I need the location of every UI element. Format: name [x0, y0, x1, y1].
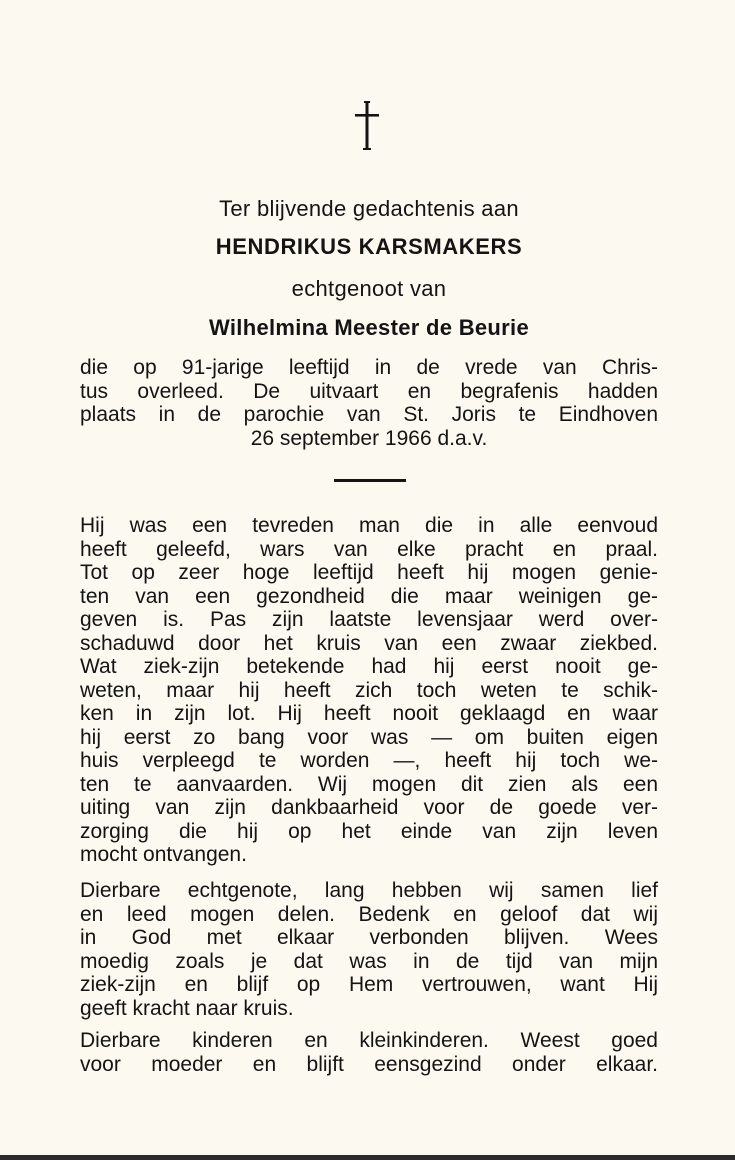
announcement-date-line: 26 september 1966 d.a.v.: [250, 426, 488, 450]
paragraph-life: [80, 514, 658, 867]
paragraph-line: geven is. Pas zijn laatste levensjaar werd over-: [80, 608, 658, 631]
paragraph-line: in God met elkaar verbonden blijven. Wees: [80, 926, 658, 949]
paragraph-line: ziek-zijn en blijf op Hem vertrouwen, want Hij: [80, 973, 658, 996]
paragraph-line: schaduwd door het kruis van een zwaar ziekbed.: [80, 631, 658, 655]
paragraph-line: voor moeder en blijft eensgezind onder elkaar.: [80, 1052, 658, 1076]
paragraph-line: Wat ziek-zijn betekende had hij eerst nooit ge-: [80, 655, 658, 678]
paragraph-line: moedig zoals je dat was in de tijd van mijn: [80, 949, 658, 973]
paragraph-line: ten te aanvaarden. Wij mogen dit zien als een: [80, 772, 658, 796]
deceased-name: HENDRIKUS KARSMAKERS: [215, 234, 523, 259]
paragraph-spouse: [80, 879, 658, 1020]
announcement-line: die op 91-jarige leeftijd in de vrede van Chris-: [80, 356, 658, 379]
paragraph-line: mocht ontvangen.: [80, 843, 247, 866]
paragraph-line: zorging die hij op het einde van zijn leven: [80, 819, 658, 843]
paragraph-line: heeft geleefd, wars van elke pracht en praal.: [80, 537, 658, 561]
paragraph-children: [80, 1029, 658, 1076]
announcement-line: plaats in de parochie van St. Joris te Eindhoven: [80, 403, 658, 426]
intro-text: Ter blijvende gedachtenis aan: [219, 196, 519, 221]
paragraph-line: Tot op zeer hoge leeftijd heeft hij mogen genie-: [80, 561, 658, 584]
spouse-name: Wilhelmina Meester de Beurie: [209, 315, 529, 340]
paragraph-line: Hij was een tevreden man die in alle eenvoud: [80, 514, 658, 537]
paragraph-line: hij eerst zo bang voor was — om buiten eigen: [80, 725, 658, 749]
announcement-line: tus overleed. De uitvaart en begrafenis hadden: [80, 379, 658, 403]
paragraph-line: en leed mogen delen. Bedenk en geloof dat wij: [80, 902, 658, 926]
spouse-label: echtgenoot van: [291, 276, 447, 301]
paragraph-line: weten, maar hij heeft zich toch weten te schik-: [80, 678, 658, 702]
paragraph-line: Dierbare kinderen en kleinkinderen. Weest goed: [80, 1029, 658, 1052]
announcement-text: [80, 356, 658, 450]
paragraph-line: Dierbare echtgenote, lang hebben wij samen lief: [80, 879, 658, 902]
divider-line: [334, 479, 406, 482]
card-bottom-edge: [0, 1155, 735, 1160]
paragraph-line: ken in zijn lot. Hij heeft nooit geklaagd en waar: [80, 702, 658, 725]
paragraph-line: ten van een gezondheid die maar weinigen ge-: [80, 584, 658, 608]
paragraph-line: geeft kracht naar kruis.: [80, 996, 294, 1020]
cross-icon: [352, 100, 382, 152]
paragraph-line: uiting van zijn dankbaarheid voor de goede ver-: [80, 796, 658, 819]
paragraph-line: huis verpleegd te worden —, heeft hij toch we-: [80, 749, 658, 772]
